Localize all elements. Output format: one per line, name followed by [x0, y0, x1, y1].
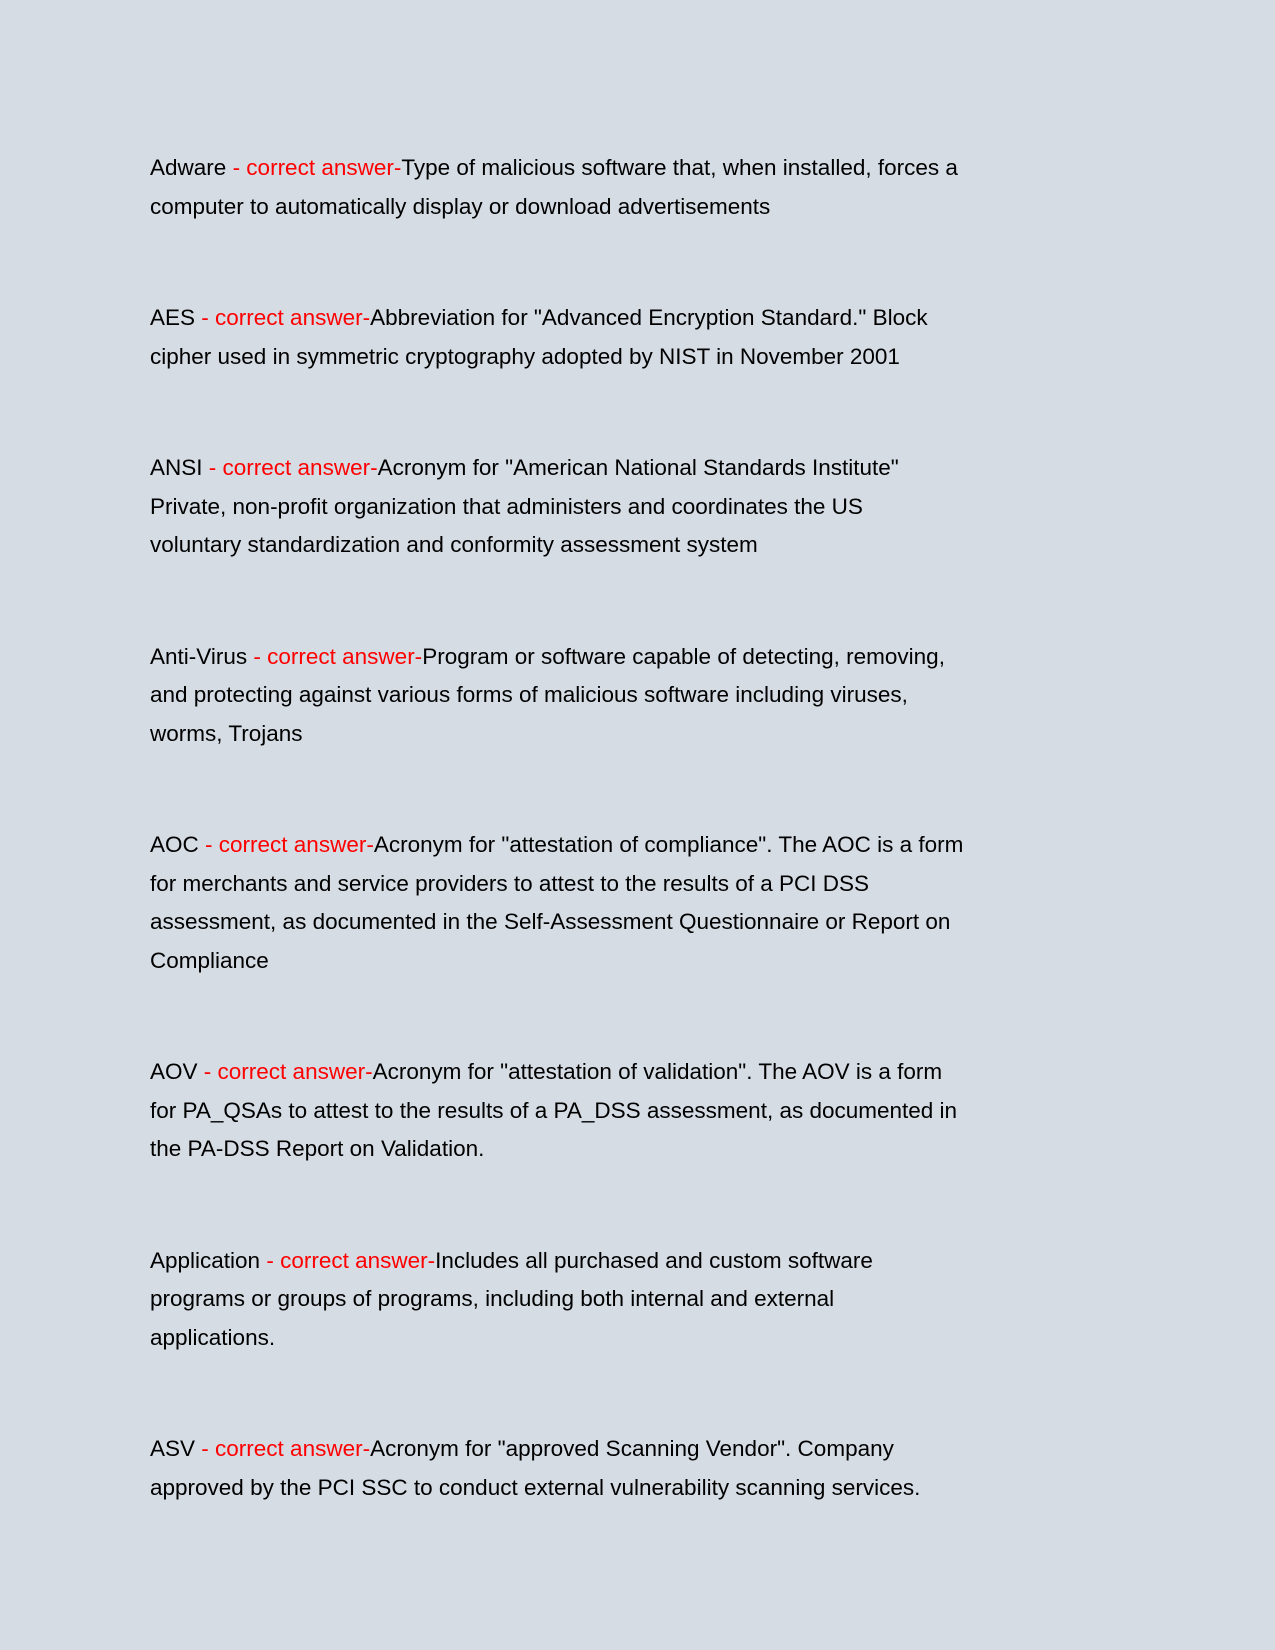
glossary-entry [150, 1430, 1150, 1507]
glossary-entry [150, 449, 1150, 565]
answer-separator: - correct answer- [205, 832, 374, 857]
entry-line [150, 449, 1150, 488]
entry-term: AOV [150, 1059, 198, 1084]
entry-definition-line: assessment, as documented in the Self-Assessment Questionnaire or Report on [150, 909, 951, 934]
entry-definition: Acronym for "attestation of compliance". The AOC is a form [373, 832, 964, 857]
document-body [150, 149, 1150, 1580]
answer-separator: - correct answer- [201, 305, 371, 330]
entry-term: Adware [150, 155, 227, 180]
entry-definition-line: the PA-DSS Report on Validation. [150, 1136, 485, 1161]
entry-line [150, 299, 1150, 338]
entry-term: AOC [150, 832, 199, 857]
entry-term: ASV [150, 1436, 196, 1461]
entry-line [150, 1430, 1150, 1469]
answer-separator: - correct answer- [208, 455, 378, 480]
entry-definition-line: worms, Trojans [150, 720, 303, 746]
glossary-entry [150, 826, 1150, 980]
entry-definition-line: programs or groups of programs, including both internal and external [150, 1286, 835, 1311]
entry-definition-line: cipher used in symmetric cryptography adopted by NIST in November 2001 [150, 343, 900, 369]
entry-line [150, 149, 1150, 188]
glossary-entry [150, 299, 1150, 376]
glossary-entry [150, 149, 1150, 226]
entry-definition-line: Compliance [150, 947, 269, 973]
entry-definition: Acronym for "American National Standards Institute" [377, 455, 899, 480]
entry-definition: Type of malicious software that, when installed, forces a [401, 155, 958, 180]
glossary-entry [150, 638, 1150, 754]
answer-separator: - correct answer- [232, 155, 402, 180]
entry-definition: Program or software capable of detecting, removing, [422, 643, 945, 669]
entry-definition: Acronym for "attestation of validation". The AOV is a form [372, 1059, 943, 1084]
entry-definition-line: computer to automatically display or download advertisements [150, 193, 771, 219]
entry-definition: Acronym for "approved Scanning Vendor". Company [370, 1436, 894, 1461]
entry-term: Anti-Virus [150, 643, 248, 669]
glossary-entry [150, 1242, 1150, 1358]
entry-line [150, 1053, 1150, 1092]
answer-separator: - correct answer- [201, 1436, 371, 1461]
entry-definition-line: and protecting against various forms of malicious software including viruses, [150, 682, 908, 707]
entry-term: Application [150, 1247, 261, 1273]
entry-line [150, 1242, 1150, 1281]
entry-definition-line: voluntary standardization and conformity assessment system [150, 532, 758, 557]
entry-line [150, 826, 1150, 865]
entry-definition-line: for merchants and service providers to attest to the results of a PCI DSS [150, 870, 870, 896]
entry-definition-line: Private, non-profit organization that administers and coordinates the US [150, 493, 863, 519]
answer-separator: - correct answer- [266, 1247, 436, 1273]
entry-term: AES [150, 305, 196, 330]
entry-definition-line: approved by the PCI SSC to conduct external vulnerability scanning services. [150, 1474, 921, 1500]
glossary-entry [150, 1053, 1150, 1169]
answer-separator: - correct answer- [203, 1059, 373, 1084]
entry-definition: Includes all purchased and custom software [435, 1247, 873, 1273]
entry-definition: Abbreviation for "Advanced Encryption Standard." Block [370, 305, 928, 330]
entry-definition-line: for PA_QSAs to attest to the results of a PA_DSS assessment, as documented in [150, 1097, 958, 1123]
entry-line [150, 638, 1150, 677]
entry-term: ANSI [150, 455, 203, 480]
answer-separator: - correct answer- [253, 643, 423, 669]
entry-definition-line: applications. [150, 1324, 276, 1350]
